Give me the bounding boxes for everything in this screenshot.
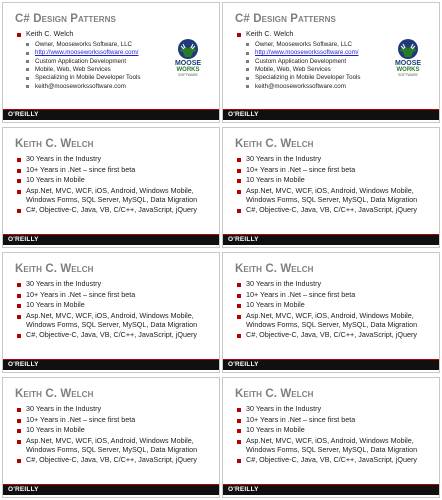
oreilly-brand: O'REILLY bbox=[8, 236, 39, 243]
bullet-text: 30 Years in the Industry bbox=[26, 404, 102, 413]
bullet-text: Specializing in Mobile Developer Tools bbox=[35, 74, 141, 82]
bullet-square-icon bbox=[17, 334, 21, 338]
bullet-square-icon bbox=[26, 68, 29, 71]
bullet-text: Asp.Net, MVC, WCF, iOS, Android, Windows Mobile, Windows Forms, SQL Server, MySQL, Data Migration bbox=[246, 185, 418, 204]
bullet-square-icon bbox=[237, 294, 241, 298]
bullet-text: 10 Years in Mobile bbox=[246, 425, 305, 435]
bullet-item bbox=[237, 331, 435, 340]
bullet-item bbox=[17, 416, 215, 425]
slide-title: Keith C. Welch bbox=[15, 138, 94, 150]
bullet-square-icon bbox=[237, 315, 241, 319]
bullet-item bbox=[17, 301, 215, 310]
mooseworks-logo bbox=[161, 37, 215, 77]
bullet-square-icon bbox=[17, 304, 21, 308]
bullet-item bbox=[237, 426, 435, 435]
bullet-list bbox=[17, 405, 215, 467]
bullet-square-icon bbox=[17, 294, 21, 298]
slide-title: Keith C. Welch bbox=[15, 388, 94, 400]
oreilly-brand: O'REILLY bbox=[228, 236, 259, 243]
bullet-square-icon bbox=[246, 85, 249, 88]
bullet-square-icon bbox=[17, 179, 21, 183]
slide-thumbnail[interactable] bbox=[222, 252, 440, 373]
bullet-item bbox=[237, 456, 435, 465]
bullet-list bbox=[237, 280, 435, 342]
bullet-item bbox=[17, 155, 215, 164]
bullet-square-icon bbox=[17, 283, 21, 287]
bullet-text: Mobile, Web, Web Services bbox=[255, 65, 331, 73]
bullet-item bbox=[237, 312, 435, 329]
bullet-square-icon bbox=[237, 440, 241, 444]
bullet-square-icon bbox=[237, 33, 241, 37]
slide-title: Keith C. Welch bbox=[235, 263, 314, 275]
bullet-item bbox=[17, 426, 215, 435]
bullet-text: 10+ Years in .Net – since first beta bbox=[26, 289, 136, 299]
bullet-text: 30 Years in the Industry bbox=[26, 154, 102, 163]
bullet-item bbox=[17, 187, 215, 204]
bullet-item bbox=[26, 74, 159, 81]
bullet-item bbox=[26, 41, 159, 48]
bullet-item bbox=[246, 66, 379, 73]
slide-thumbnail[interactable] bbox=[2, 252, 220, 373]
website-link[interactable]: http://www.mooseworkssoftware.com/ bbox=[35, 49, 139, 57]
bullet-item bbox=[237, 416, 435, 425]
website-link[interactable]: http://www.mooseworkssoftware.com/ bbox=[255, 49, 359, 57]
oreilly-brand: O'REILLY bbox=[8, 111, 39, 118]
bullet-text: Asp.Net, MVC, WCF, iOS, Android, Windows Mobile, Windows Forms, SQL Server, MySQL, Data Migration bbox=[26, 435, 198, 454]
bullet-text: 10 Years in Mobile bbox=[26, 300, 85, 310]
bullet-square-icon bbox=[17, 459, 21, 463]
bullet-square-icon bbox=[237, 179, 241, 183]
slide-title: C# Design Patterns bbox=[15, 13, 116, 25]
bullet-item bbox=[17, 280, 215, 289]
bullet-text: 30 Years in the Industry bbox=[246, 154, 322, 163]
bullet-square-icon bbox=[17, 190, 21, 194]
bullet-list bbox=[17, 280, 215, 342]
bullet-item bbox=[237, 301, 435, 310]
bullet-square-icon bbox=[17, 33, 21, 37]
bullet-text: C#, Objective-C, Java, VB, C/C++, JavaScript, jQuery bbox=[26, 330, 197, 340]
bullet-item bbox=[237, 155, 435, 164]
bullet-item bbox=[17, 312, 215, 329]
bullet-square-icon bbox=[237, 459, 241, 463]
bullet-square-icon bbox=[246, 77, 249, 80]
bullet-text: Mobile, Web, Web Services bbox=[35, 65, 111, 73]
bullet-item bbox=[17, 291, 215, 300]
bullet-item bbox=[26, 49, 159, 56]
bullet-item bbox=[246, 74, 379, 81]
bullet-square-icon bbox=[237, 429, 241, 433]
bullet-square-icon bbox=[237, 158, 241, 162]
bullet-text: Keith C. Welch bbox=[26, 29, 74, 38]
bullet-text: 10+ Years in .Net – since first beta bbox=[26, 414, 136, 424]
bullet-item bbox=[237, 166, 435, 175]
bullet-item bbox=[17, 405, 215, 414]
bullet-text: Asp.Net, MVC, WCF, iOS, Android, Windows Mobile, Windows Forms, SQL Server, MySQL, Data Migration bbox=[246, 310, 418, 329]
bullet-square-icon bbox=[237, 419, 241, 423]
bullet-item bbox=[17, 166, 215, 175]
mooseworks-logo bbox=[381, 37, 435, 77]
bullet-list bbox=[17, 30, 159, 91]
oreilly-brand: O'REILLY bbox=[228, 486, 259, 493]
bullet-list bbox=[237, 155, 435, 217]
oreilly-brand: O'REILLY bbox=[228, 361, 259, 368]
bullet-item bbox=[17, 30, 159, 39]
logo-text-line2: WORKS bbox=[396, 67, 420, 73]
oreilly-brand: O'REILLY bbox=[228, 111, 259, 118]
slide-footer bbox=[223, 485, 439, 495]
bullet-text: 10 Years in Mobile bbox=[26, 425, 85, 435]
bullet-text: C#, Objective-C, Java, VB, C/C++, JavaScript, jQuery bbox=[246, 455, 417, 465]
bullet-text: 10 Years in Mobile bbox=[246, 175, 305, 185]
bullet-item bbox=[237, 187, 435, 204]
bullet-square-icon bbox=[17, 315, 21, 319]
bullet-square-icon bbox=[246, 68, 249, 71]
bullet-square-icon bbox=[237, 190, 241, 194]
slide-thumbnail[interactable] bbox=[222, 2, 440, 123]
bullet-list bbox=[237, 405, 435, 467]
bullet-item bbox=[246, 58, 379, 65]
bullet-square-icon bbox=[26, 60, 29, 63]
slide-thumbnail[interactable] bbox=[2, 377, 220, 498]
bullet-text: Keith C. Welch bbox=[246, 29, 294, 38]
bullet-item bbox=[26, 83, 159, 90]
logo-text-line1: MOOSE bbox=[394, 60, 422, 67]
logo-text-line1: MOOSE bbox=[174, 60, 202, 67]
slide-footer bbox=[3, 110, 219, 120]
slide-thumbnail[interactable] bbox=[2, 2, 220, 123]
bullet-square-icon bbox=[26, 43, 29, 46]
bullet-text: C#, Objective-C, Java, VB, C/C++, JavaScript, jQuery bbox=[246, 205, 417, 215]
bullet-text: Asp.Net, MVC, WCF, iOS, Android, Windows Mobile, Windows Forms, SQL Server, MySQL, Data Migration bbox=[26, 310, 198, 329]
slide-footer bbox=[223, 110, 439, 120]
bullet-item bbox=[17, 437, 215, 454]
bullet-item bbox=[26, 66, 159, 73]
bullet-text: Custom Application Development bbox=[255, 57, 347, 65]
bullet-text: Asp.Net, MVC, WCF, iOS, Android, Windows Mobile, Windows Forms, SQL Server, MySQL, Data Migration bbox=[246, 435, 418, 454]
slide-thumbnail[interactable] bbox=[222, 127, 440, 248]
bullet-square-icon bbox=[246, 60, 249, 63]
bullet-item bbox=[237, 206, 435, 215]
bullet-square-icon bbox=[26, 85, 29, 88]
bullet-item bbox=[17, 331, 215, 340]
bullet-text: keith@mooseworkssoftware.com bbox=[35, 82, 126, 90]
bullet-text: C#, Objective-C, Java, VB, C/C++, JavaScript, jQuery bbox=[26, 205, 197, 215]
oreilly-brand: O'REILLY bbox=[8, 361, 39, 368]
logo-tagline: SOFTWARE bbox=[178, 73, 198, 77]
bullet-text: 10+ Years in .Net – since first beta bbox=[246, 414, 356, 424]
slide-footer bbox=[3, 235, 219, 245]
bullet-text: 10+ Years in .Net – since first beta bbox=[246, 164, 356, 174]
bullet-text: 10 Years in Mobile bbox=[26, 175, 85, 185]
bullet-square-icon bbox=[17, 440, 21, 444]
slide-thumbnail[interactable] bbox=[222, 377, 440, 498]
bullet-item bbox=[237, 437, 435, 454]
bullet-text: 10+ Years in .Net – since first beta bbox=[246, 289, 356, 299]
bullet-item bbox=[17, 456, 215, 465]
slide-title: Keith C. Welch bbox=[15, 263, 94, 275]
bullet-item bbox=[237, 280, 435, 289]
slide-footer bbox=[223, 360, 439, 370]
bullet-item bbox=[237, 176, 435, 185]
bullet-square-icon bbox=[237, 209, 241, 213]
bullet-square-icon bbox=[17, 419, 21, 423]
bullet-item bbox=[17, 206, 215, 215]
oreilly-brand: O'REILLY bbox=[8, 486, 39, 493]
bullet-item bbox=[246, 41, 379, 48]
bullet-square-icon bbox=[17, 429, 21, 433]
bullet-square-icon bbox=[246, 52, 249, 55]
logo-text-line2: WORKS bbox=[176, 67, 200, 73]
bullet-text: 30 Years in the Industry bbox=[246, 404, 322, 413]
bullet-item bbox=[246, 49, 379, 56]
bullet-item bbox=[17, 176, 215, 185]
slide-title: Keith C. Welch bbox=[235, 138, 314, 150]
slide-footer bbox=[3, 485, 219, 495]
bullet-item bbox=[246, 83, 379, 90]
bullet-item bbox=[237, 291, 435, 300]
bullet-list bbox=[17, 155, 215, 217]
slide-title: Keith C. Welch bbox=[235, 388, 314, 400]
bullet-square-icon bbox=[17, 169, 21, 173]
slide-footer bbox=[223, 235, 439, 245]
bullet-text: keith@mooseworkssoftware.com bbox=[255, 82, 346, 90]
bullet-square-icon bbox=[246, 43, 249, 46]
bullet-square-icon bbox=[237, 334, 241, 338]
slide-footer bbox=[3, 360, 219, 370]
bullet-list bbox=[237, 30, 379, 91]
bullet-text: C#, Objective-C, Java, VB, C/C++, JavaScript, jQuery bbox=[246, 330, 417, 340]
bullet-square-icon bbox=[17, 158, 21, 162]
bullet-square-icon bbox=[237, 408, 241, 412]
bullet-square-icon bbox=[26, 77, 29, 80]
bullet-square-icon bbox=[26, 52, 29, 55]
bullet-square-icon bbox=[17, 209, 21, 213]
bullet-square-icon bbox=[237, 169, 241, 173]
bullet-item bbox=[237, 405, 435, 414]
bullet-item bbox=[26, 58, 159, 65]
bullet-text: 10+ Years in .Net – since first beta bbox=[26, 164, 136, 174]
bullet-square-icon bbox=[237, 304, 241, 308]
bullet-text: 30 Years in the Industry bbox=[26, 279, 102, 288]
bullet-text: Asp.Net, MVC, WCF, iOS, Android, Windows Mobile, Windows Forms, SQL Server, MySQL, Data Migration bbox=[26, 185, 198, 204]
bullet-text: C#, Objective-C, Java, VB, C/C++, JavaScript, jQuery bbox=[26, 455, 197, 465]
bullet-text: 30 Years in the Industry bbox=[246, 279, 322, 288]
bullet-text: Custom Application Development bbox=[35, 57, 127, 65]
slide-title: C# Design Patterns bbox=[235, 13, 336, 25]
bullet-square-icon bbox=[17, 408, 21, 412]
bullet-text: 10 Years in Mobile bbox=[246, 300, 305, 310]
bullet-text: Owner, Mooseworks Software, LLC bbox=[255, 40, 352, 48]
logo-tagline: SOFTWARE bbox=[398, 73, 418, 77]
bullet-text: Owner, Mooseworks Software, LLC bbox=[35, 40, 132, 48]
slide-thumbnail[interactable] bbox=[2, 127, 220, 248]
bullet-square-icon bbox=[237, 283, 241, 287]
bullet-item bbox=[237, 30, 379, 39]
bullet-text: Specializing in Mobile Developer Tools bbox=[255, 74, 361, 82]
